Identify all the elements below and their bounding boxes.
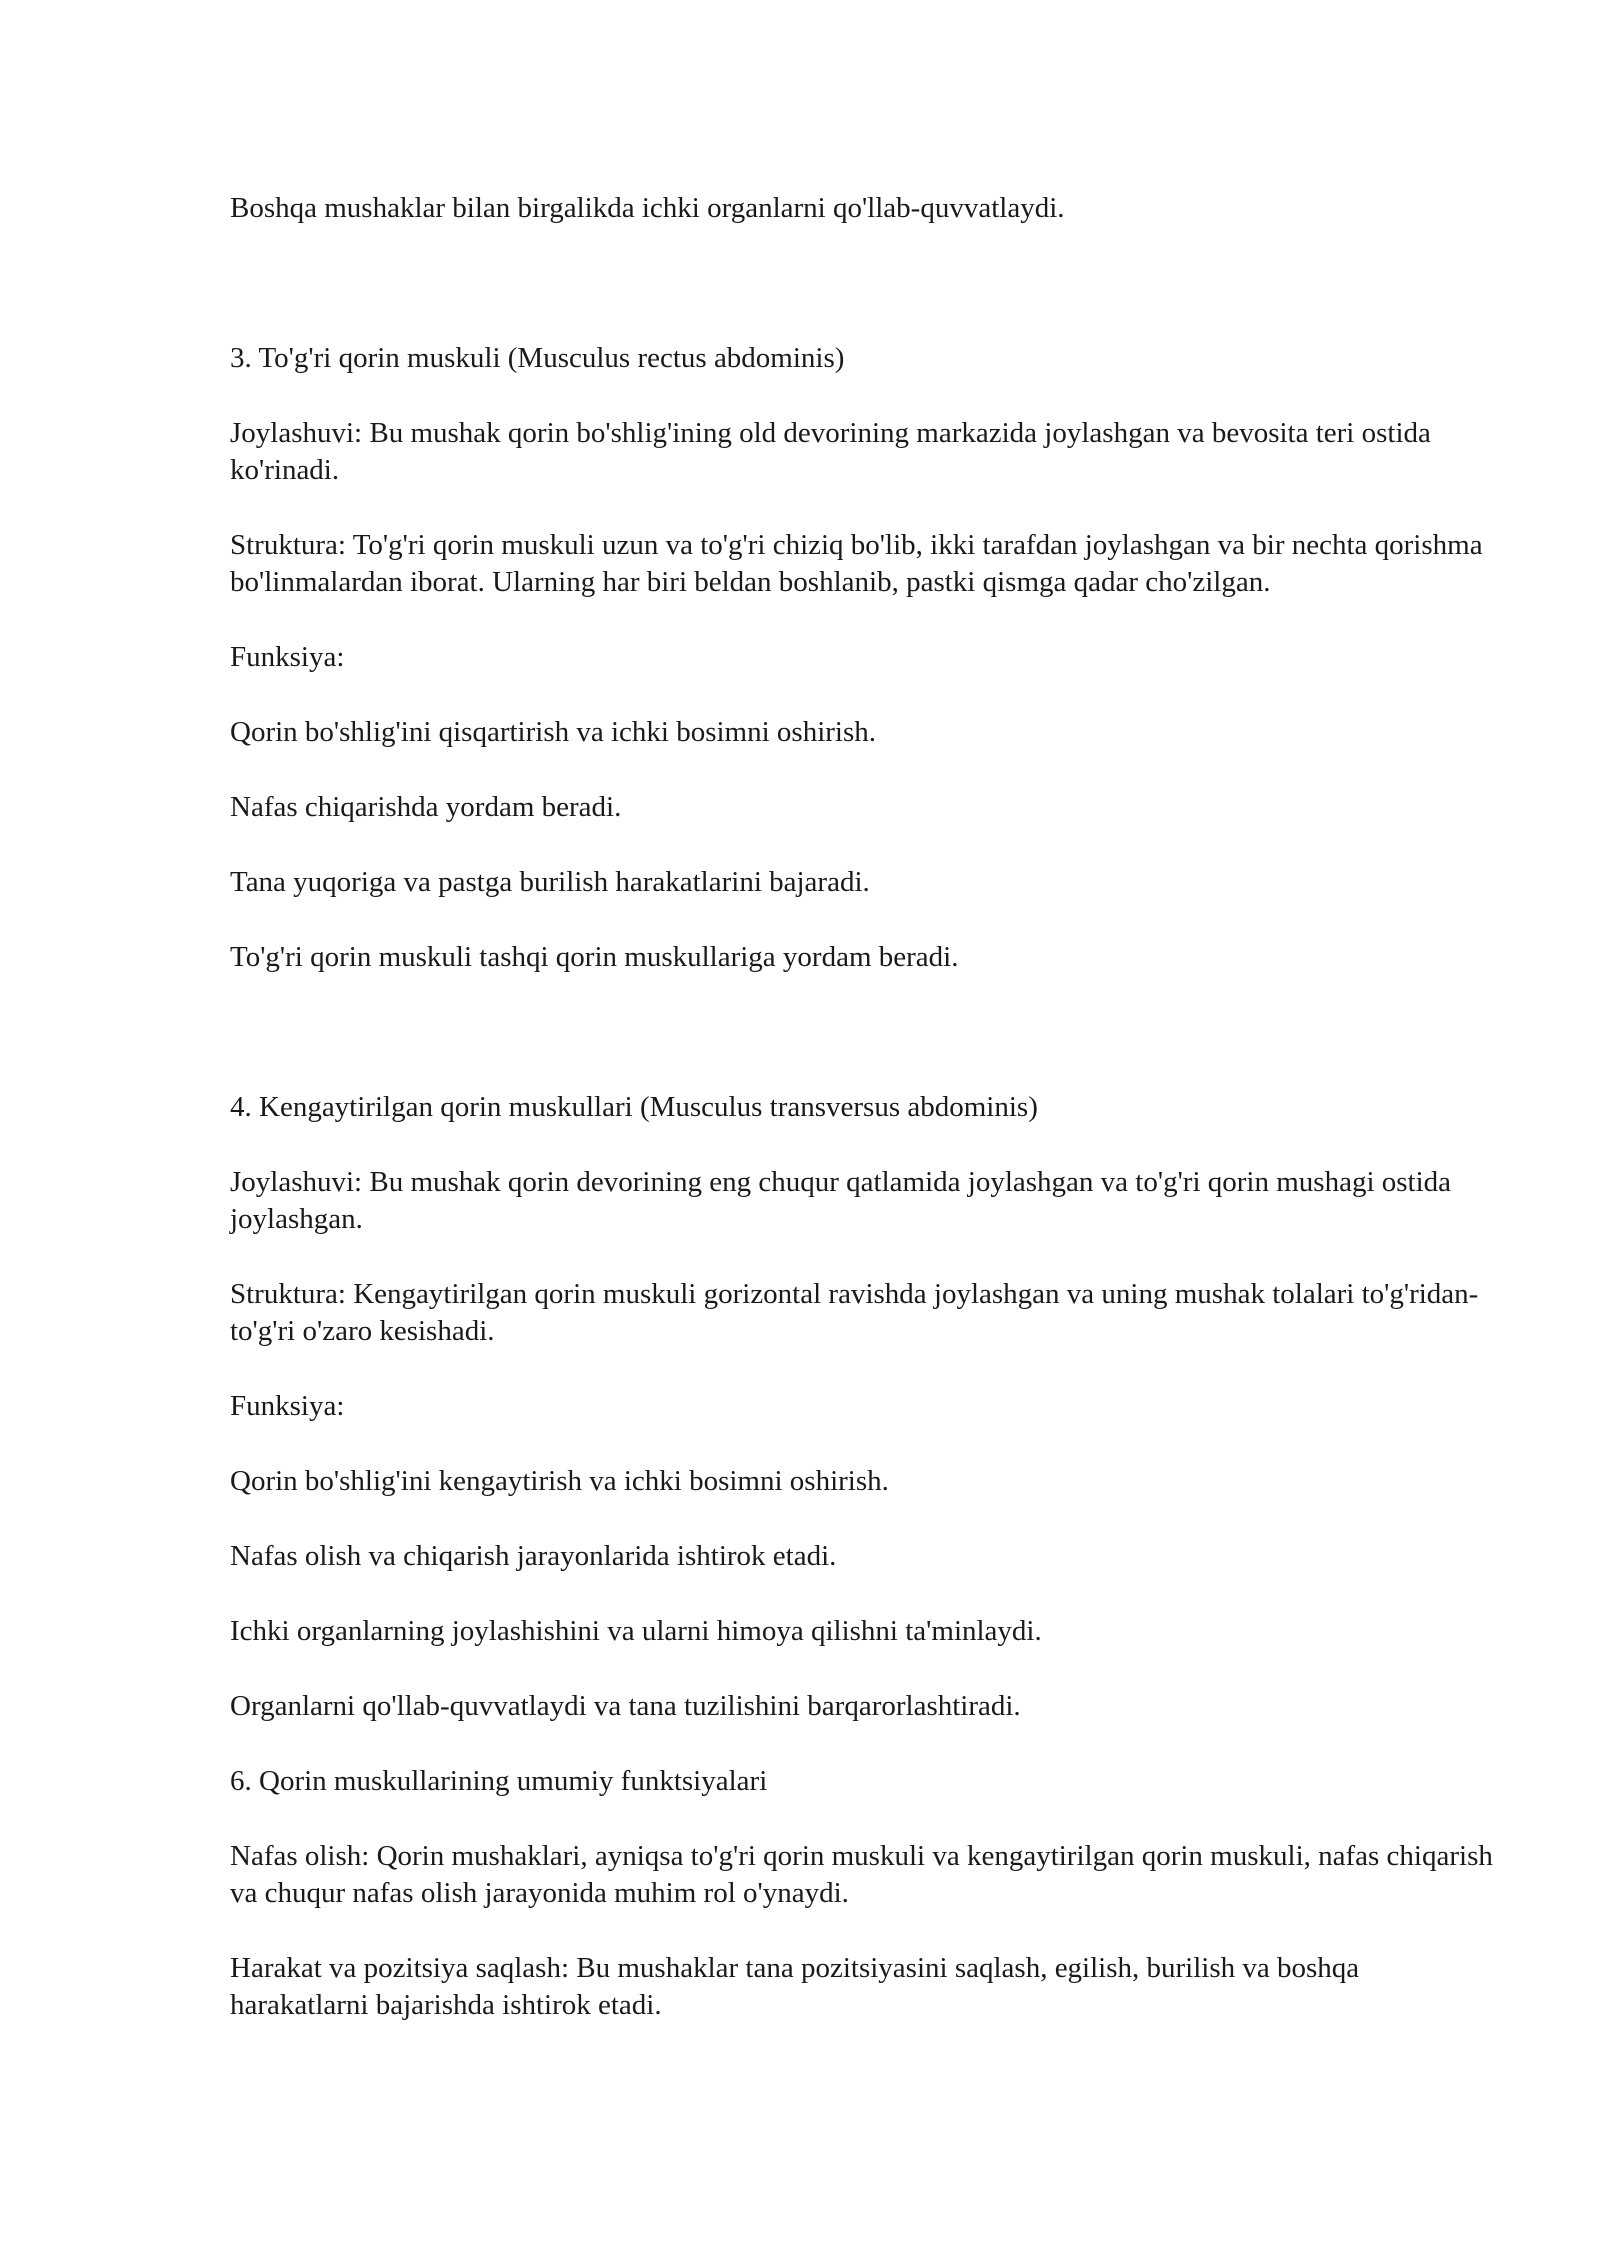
paragraph-structure: Struktura: To'g'ri qorin muskuli uzun va to'g'ri chiziq bo'lib, ikki tarafdan joylashgan va bir nechta qorishma bo'linmalardan iborat. Ularning har biri beldan boshlanib, pastki qismga qadar cho'zilgan. xyxy=(230,529,1483,598)
section-gap xyxy=(230,265,1495,340)
paragraph-function-label: Funksiya: xyxy=(230,641,345,673)
paragraph-function-item: Nafas chiqarishda yordam beradi. xyxy=(230,791,622,823)
paragraph-function-item: Tana yuqoriga va pastga burilish harakatlarini bajaradi. xyxy=(230,866,870,898)
paragraph-function-item: Organlarni qo'llab-quvvatlaydi va tana tuzilishini barqarorlashtiradi. xyxy=(230,1690,1021,1722)
document-body xyxy=(230,190,1495,2062)
paragraph-function-item: Qorin bo'shlig'ini kengaytirish va ichki bosimni oshirish. xyxy=(230,1465,889,1497)
paragraph-intro: Boshqa mushaklar bilan birgalikda ichki organlarni qo'llab-quvvatlaydi. xyxy=(230,192,1065,224)
section-heading-3: 3. To'g'ri qorin muskuli (Musculus rectus abdominis) xyxy=(230,342,845,374)
paragraph-function-label: Funksiya: xyxy=(230,1390,345,1422)
paragraph-function-item: Ichki organlarning joylashishini va ularni himoya qilishni ta'minlaydi. xyxy=(230,1615,1042,1647)
paragraph-location: Joylashuvi: Bu mushak qorin bo'shlig'ining old devorining markazida joylashgan va bevosita teri ostida ko'rinadi. xyxy=(230,417,1431,486)
paragraph-function-item: Qorin bo'shlig'ini qisqartirish va ichki bosimni oshirish. xyxy=(230,716,877,748)
paragraph-structure: Struktura: Kengaytirilgan qorin muskuli gorizontal ravishda joylashgan va uning mushak tolalari to'g'ridan-to'g'ri o'zaro kesishadi. xyxy=(230,1278,1479,1347)
section-heading-6: 6. Qorin muskullarining umumiy funktsiyalari xyxy=(230,1765,768,1797)
paragraph-breathing: Nafas olish: Qorin mushaklari, ayniqsa to'g'ri qorin muskuli va kengaytirilgan qorin muskuli, nafas chiqarish va chuqur nafas olish jarayonida muhim rol o'ynaydi. xyxy=(230,1840,1493,1909)
paragraph-function-item: Nafas olish va chiqarish jarayonlarida ishtirok etadi. xyxy=(230,1540,837,1572)
paragraph-movement: Harakat va pozitsiya saqlash: Bu mushaklar tana pozitsiyasini saqlash, egilish, burilish va boshqa harakatlarni bajarishda ishtirok etadi. xyxy=(230,1952,1360,2021)
paragraph-location: Joylashuvi: Bu mushak qorin devorining eng chuqur qatlamida joylashgan va to'g'ri qorin mushagi ostida joylashgan. xyxy=(230,1166,1452,1235)
section-gap xyxy=(230,1014,1495,1089)
paragraph-function-item: To'g'ri qorin muskuli tashqi qorin muskullariga yordam beradi. xyxy=(230,941,959,973)
section-heading-4: 4. Kengaytirilgan qorin muskullari (Musculus transversus abdominis) xyxy=(230,1091,1038,1123)
